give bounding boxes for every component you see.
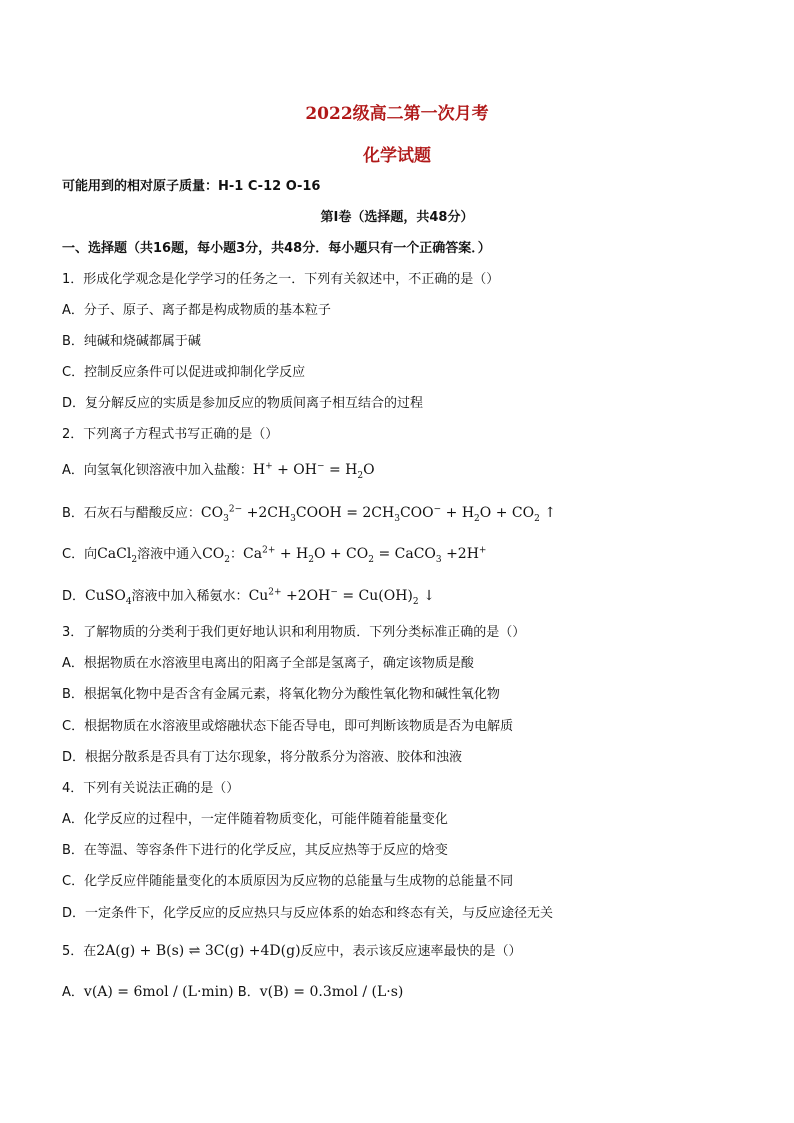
q2-c-text: C．向 bbox=[62, 547, 98, 562]
q5-stem bbox=[62, 942, 522, 961]
q2-d-reagent: CuSO$_4$ bbox=[85, 588, 132, 607]
q2-option-c bbox=[62, 545, 486, 564]
q5-a-rate: v(A) = 6mol / (L·min) bbox=[83, 984, 234, 1000]
q3-option-c: C．根据物质在水溶液里或熔融状态下能否导电，即可判断该物质是否为电解质 bbox=[62, 719, 514, 734]
q5-reaction: 2A(g) + B(s) ⇌ 3C(g) +4D(g) bbox=[96, 943, 301, 959]
q5-options-ab bbox=[62, 983, 403, 1002]
q4-option-a: A．化学反应的过程中，一定伴随着物质变化，可能伴随着能量变化 bbox=[62, 812, 448, 827]
section-heading: 第I卷（选择题，共48分） bbox=[320, 210, 474, 225]
q3-option-d: D．根据分散系是否具有丁达尔现象，将分散系分为溶液、胶体和浊液 bbox=[62, 750, 463, 765]
q2-stem: 2．下列离子方程式书写正确的是（） bbox=[62, 427, 279, 442]
q2-c-text-mid: 溶液中通入 bbox=[137, 547, 203, 562]
q2-a-equation: $H^+ + OH^- = H_2O$ bbox=[252, 461, 375, 481]
q2-d-text: D． bbox=[62, 589, 86, 604]
q5-b-rate: v(B) = 0.3mol / (L·s) bbox=[259, 984, 404, 1000]
q1-option-b: B．纯碱和烧碱都属于碱 bbox=[62, 334, 201, 349]
q4-stem: 4．下列有关说法正确的是（） bbox=[62, 781, 240, 796]
q2-option-d bbox=[62, 587, 435, 606]
q2-c-reagent: CaCl$_2$ bbox=[97, 546, 138, 565]
q2-b-text: B．石灰石与醋酸反应： bbox=[62, 506, 201, 521]
q3-option-b: B．根据氧化物中是否含有金属元素，将氧化物分为酸性氧化物和碱性氧化物 bbox=[62, 687, 500, 702]
exam-title: 2022级高二第一次月考 bbox=[305, 104, 489, 124]
q4-option-d: D．一定条件下，化学反应的反应热只与反应体系的始态和终态有关，与反应途径无关 bbox=[62, 906, 554, 921]
q2-c-equation: $Ca^{2+} + H_2O + CO_2$ = CaCO$_3$ +2H+ bbox=[243, 545, 487, 565]
q5-b-text: B． bbox=[237, 985, 260, 1000]
q2-option-a bbox=[62, 461, 375, 480]
q1-option-c: C．控制反应条件可以促进或抑制化学反应 bbox=[62, 365, 306, 380]
q2-a-text: A．向氢氧化钡溶液中加入盐酸： bbox=[62, 463, 253, 478]
q4-option-c: C．化学反应伴随能量变化的本质原因为反应物的总能量与生成物的总能量不同 bbox=[62, 874, 514, 889]
q4-option-b: B．在等温、等容条件下进行的化学反应，其反应热等于反应的焓变 bbox=[62, 843, 448, 858]
q1-option-a: A．分子、原子、离子都是构成物质的基本粒子 bbox=[62, 303, 331, 318]
atomic-masses: 可能用到的相对原子质量：H-1 C-12 O-16 bbox=[62, 179, 321, 194]
q1-stem: 1．形成化学观念是化学学习的任务之一．下列有关叙述中，不正确的是（） bbox=[62, 272, 500, 287]
q2-c-gas: $CO_2$ bbox=[202, 546, 231, 565]
q2-c-colon: ： bbox=[230, 547, 244, 562]
q1-option-d: D．复分解反应的实质是参加反应的物质间离子相互结合的过程 bbox=[62, 396, 424, 411]
q3-option-a: A．根据物质在水溶液里电离出的阳离子全部是氢离子，确定该物质是酸 bbox=[62, 656, 474, 671]
q2-b-equation: $CO_3^{2-}$ $+2CH_3COOH = 2CH_3COO^- + H_2O + CO_2$ ↑ bbox=[200, 504, 556, 524]
exam-subtitle: 化学试题 bbox=[363, 146, 431, 166]
q5-a-text: A． bbox=[62, 985, 84, 1000]
part-heading: 一、选择题（共16题，每小题3分，共48分．每小题只有一个正确答案．） bbox=[62, 241, 491, 256]
q5-text: 5．在 bbox=[62, 944, 97, 959]
q2-option-b bbox=[62, 504, 556, 523]
q3-stem: 3．了解物质的分类利于我们更好地认识和利用物质．下列分类标准正确的是（） bbox=[62, 625, 526, 640]
q2-d-equation: $Cu^{2+} +2OH^- = Cu(OH)_2$ ↓ bbox=[248, 587, 435, 607]
q5-text-suffix: 反应中，表示该反应速率最快的是（） bbox=[300, 944, 522, 959]
q2-d-text-mid: 溶液中加入稀氨水： bbox=[131, 589, 249, 604]
